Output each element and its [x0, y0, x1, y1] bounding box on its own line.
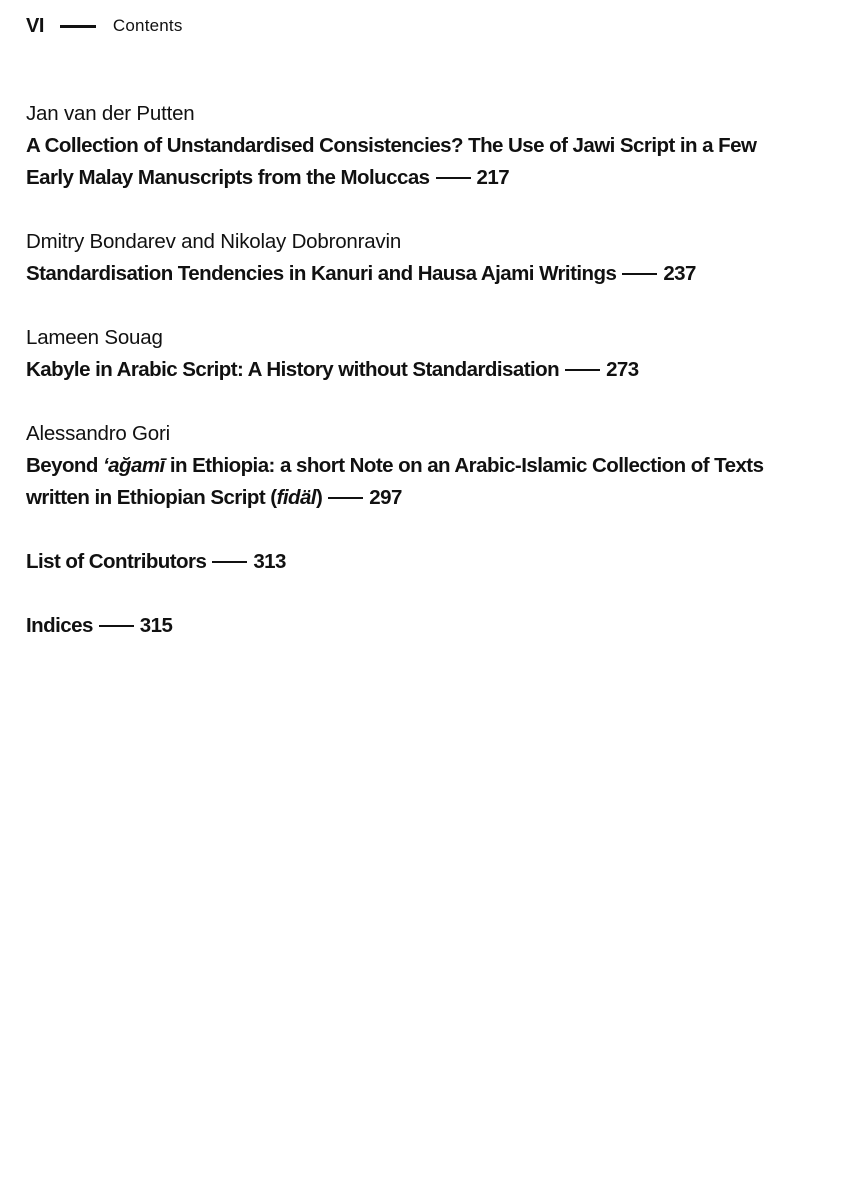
entry-author: Lameen Souag [26, 326, 163, 349]
running-head-title: Contents [112, 16, 183, 35]
entry-title-line: Early Malay Manuscripts from the Moluccas [26, 166, 430, 189]
entry-title[interactable] [26, 546, 836, 578]
entry-page-number: 237 [663, 262, 696, 285]
leader-dash [436, 177, 471, 179]
toc-entry[interactable] [26, 226, 836, 290]
entry-page-number: 273 [606, 358, 639, 381]
entry-title-text: ) [315, 486, 323, 509]
toc-entry[interactable] [26, 418, 836, 514]
entry-title[interactable] [26, 610, 836, 642]
entry-title-text: Indices [26, 614, 93, 637]
entry-title-text: Standardisation Tendencies in Kanuri and Hausa Ajami Writings [26, 262, 617, 285]
leader-dash [622, 273, 657, 275]
entry-title-italic: fidäl [276, 486, 316, 509]
entry-author: Alessandro Gori [26, 422, 170, 445]
page-folio: VI [26, 14, 44, 37]
toc-entry[interactable] [26, 610, 836, 642]
leader-dash [328, 497, 363, 499]
entry-title-text: List of Contributors [26, 550, 207, 573]
entry-title[interactable] [26, 130, 836, 194]
toc-entry[interactable] [26, 546, 836, 578]
entry-page-number: 297 [369, 486, 402, 509]
entry-author: Jan van der Putten [26, 102, 195, 125]
entry-title-italic: ‘ağamī [103, 454, 165, 477]
leader-dash [212, 561, 247, 563]
entry-title[interactable] [26, 354, 836, 386]
entry-title-text: Kabyle in Arabic Script: A History without Standardisation [26, 358, 560, 381]
entry-title-line: A Collection of Unstandardised Consistencies? The Use of Jawi Script in a Few [26, 134, 757, 157]
entry-page-number: 315 [139, 614, 173, 637]
entry-author: Dmitry Bondarev and Nikolay Dobronravin [26, 230, 402, 253]
leader-dash [565, 369, 600, 371]
entry-title-text: Beyond [26, 454, 104, 477]
entry-title-text: in Ethiopia: a short Note on an Arabic-Islamic Collection of Texts [164, 454, 764, 477]
entry-page-number: 313 [253, 550, 286, 573]
entry-title[interactable] [26, 450, 836, 514]
table-of-contents [26, 98, 836, 642]
entry-title-text: written in Ethiopian Script ( [26, 486, 277, 509]
header-rule [60, 25, 96, 28]
toc-entry[interactable] [26, 322, 836, 386]
toc-entry[interactable] [26, 98, 836, 194]
entry-title[interactable] [26, 258, 836, 290]
entry-page-number: 217 [476, 166, 510, 189]
running-head [26, 12, 183, 40]
leader-dash [99, 625, 134, 627]
